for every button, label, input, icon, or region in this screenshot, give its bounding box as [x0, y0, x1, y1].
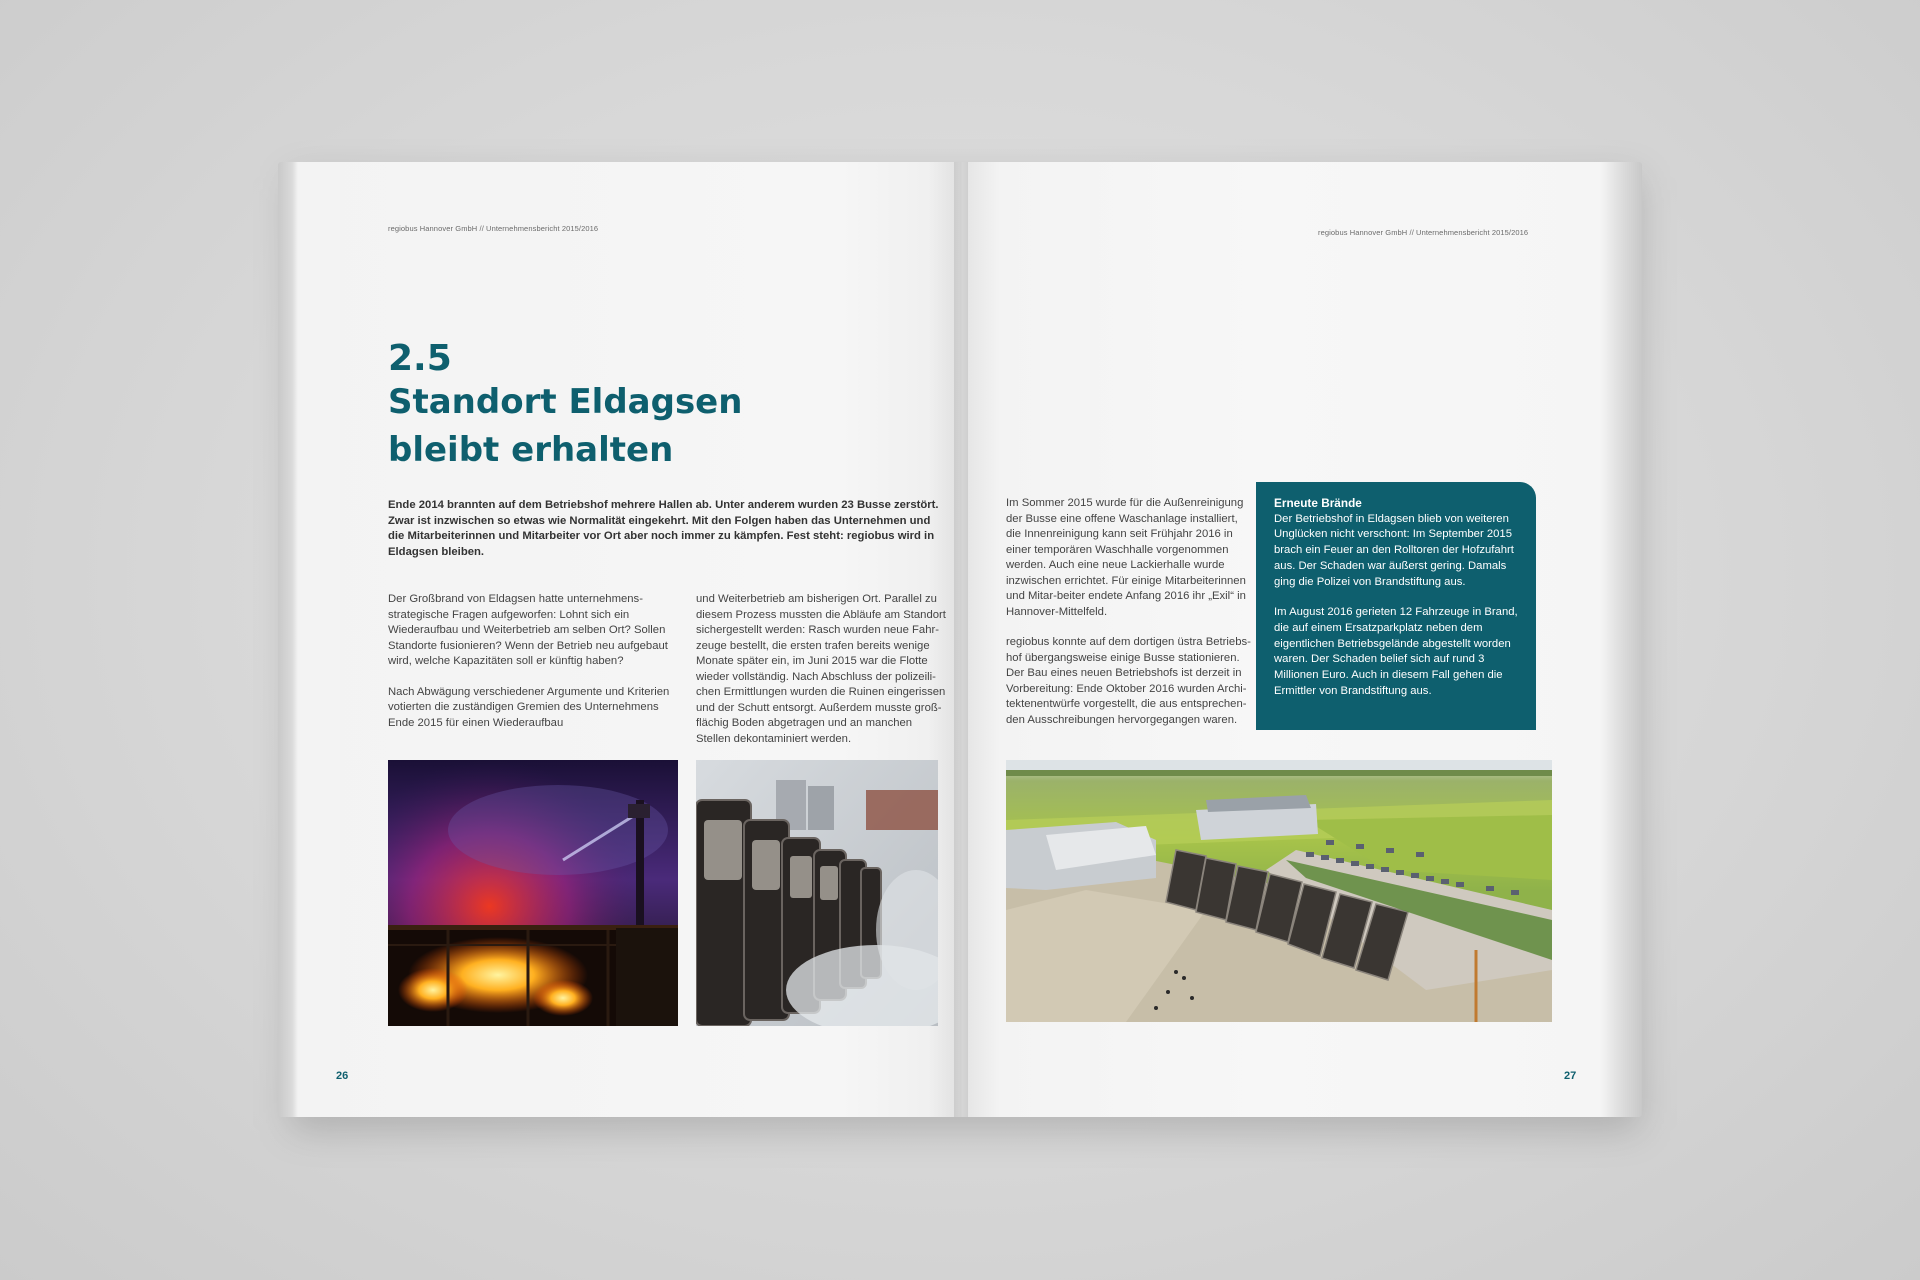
running-head-right: regiobus Hannover GmbH // Unternehmensbericht 2015/2016 [1318, 228, 1529, 237]
aerial-depot-photo [1006, 760, 1552, 1022]
section-title [388, 378, 808, 474]
body-paragraph: Im Sommer 2015 wurde für die Außenreinigung der Busse eine offene Waschanlage installiert, die Innenreinigung kann seit Frühjahr 2016 in einer temporären Waschhalle vorgenommen werden. Auch eine neue Lackierhalle wurde inzwischen errichtet. Für einige Mitarbeiterinnen und Mitar-beiter endete Anfang 2016 ihr „Exil“ in Hannover-Mittelfeld. [1006, 497, 1246, 618]
info-box-title: Erneute Brände [1274, 496, 1362, 510]
burnt-buses-image [696, 760, 938, 1026]
fire-night-image [388, 760, 678, 1026]
section-number: 2.5 [388, 338, 452, 379]
left-column-2 [696, 592, 948, 762]
right-text-column [1006, 496, 1252, 743]
book-gutter [954, 162, 968, 1117]
body-paragraph: Der Großbrand von Eldagsen hatte unternehmens-strategische Fragen aufgeworfen: Lohnt sich ein Wiederaufbau und Weiterbetrieb am selben Ort? Sollen Standorte fusionieren? Wenn der Betrieb neu aufgebaut wird, welche Kapazitäten soll er künftig haben? [388, 593, 668, 667]
intro-paragraph: Ende 2014 brannten auf dem Betriebshof mehrere Hallen ab. Unter anderem wurden 23 Busse zerstört. Zwar ist inzwischen so etwas wie Normalität eingekehrt. Mit den Folgen haben das Unternehmen und die Mitarbeiterinnen und Mitarbeiter vor Ort aber noch immer zu kämpfen. Fest steht: regiobus wird in Eldagsen bleiben. [388, 499, 939, 558]
left-column-1 [388, 592, 680, 746]
running-head-left: regiobus Hannover GmbH // Unternehmensbericht 2015/2016 [388, 224, 599, 233]
body-paragraph: regiobus konnte auf dem dortigen üstra Betriebs-hof übergangsweise einige Busse stationieren. Der Bau eines neuen Betriebshofs ist derzeit in Vorbereitung: Ende Oktober 2016 wurden Archi-tektenentwürfe vorgestellt, die aus entsprechen-den Ausschreibungen hervorgegangen waren. [1006, 636, 1251, 726]
info-box-erneute-braende [1256, 482, 1536, 730]
fire-night-photo [388, 760, 678, 1026]
page-number-left: 26 [336, 1070, 349, 1082]
body-paragraph: Nach Abwägung verschiedener Argumente und Kriterien votierten die zuständigen Gremien des Unternehmens Ende 2015 für einen Wiederaufbau [388, 685, 670, 729]
info-box-paragraph: Im August 2016 gerieten 12 Fahrzeuge in Brand, die auf einem Ersatzparkplatz neben dem eigentlichen Betriebsgelände abgestellt worden waren. Der Schaden belief sich auf rund 3 Millionen Euro. Auch in diesem Fall gehen die Ermittler von Brandstiftung aus. [1274, 606, 1518, 697]
page-number-right: 27 [1564, 1070, 1577, 1082]
left-page [278, 162, 960, 1117]
info-box-paragraph: Der Betriebshof in Eldagsen blieb von weiteren Unglücken nicht verschont: Im September 2015 brach ein Feuer an den Rolltoren der Hofzufahrt aus. Der Schaden war äußerst gering. Damals ging die Polizei von Brandstiftung aus. [1274, 512, 1514, 588]
section-title-line2: bleibt erhalten [388, 430, 674, 470]
aerial-depot-image [1006, 760, 1552, 1022]
burnt-buses-photo [696, 760, 938, 1026]
section-title-line1: Standort Eldagsen [388, 382, 743, 422]
body-paragraph: und Weiterbetrieb am bisherigen Ort. Parallel zu diesem Prozess mussten die Abläufe am Standort sichergestellt werden: Rasch wurden neue Fahr-zeuge bestellt, die ersten trafen bereits wenige Monate später ein, im Juni 2015 war die Flotte wieder vollständig. Nach Abschluss der polizeili-chen Ermittlungen wurden die Ruinen eingerissen und der Schutt entsorgt. Außerdem musste groß-flächig Boden abgetragen und an manchen Stellen dekontaminiert werden. [696, 593, 946, 745]
